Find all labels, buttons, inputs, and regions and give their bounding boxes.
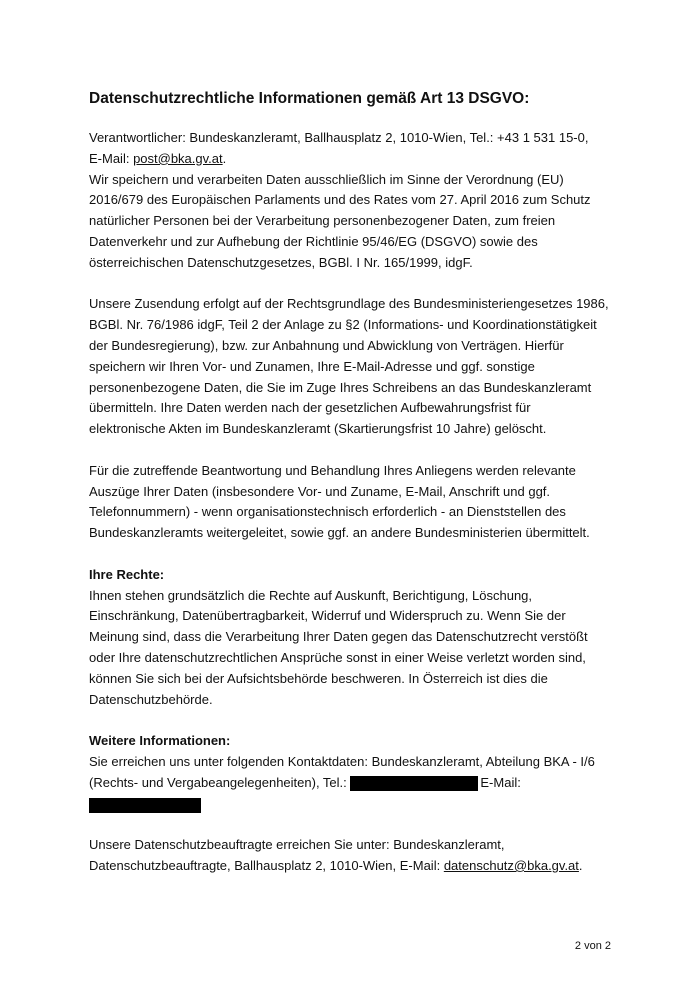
contact-body: Sie erreichen uns unter folgenden Kontaktdaten: Bundeskanzleramt, Abteilung BKA - I/6 (Rechts- und Vergabeangelegenheiten), Tel.:	[89, 753, 595, 790]
contact-email-label: E-Mail:	[480, 774, 521, 790]
intro-paragraph	[89, 128, 609, 274]
controller-line: Verantwortlicher: Bundeskanzleramt, Ballhausplatz 2, 1010-Wien, Tel.: +43 1 531 15-0,	[89, 130, 589, 145]
email-suffix: .	[222, 150, 227, 166]
gdpr-statement: Wir speichern und verarbeiten Daten ausschließlich im Sinne der Verordnung (EU) 2016/679 des Europäischen Parlaments und des Rates vom 27. April 2016 zum Schutz natürlicher Personen bei der Verarbeitung personenbezogener Daten, zum freien Datenverkehr und zur Aufhebung der Richtlinie 95/46/EG (DSGVO) sowie des österreichischen Datenschutzgesetzes, BGBl. I Nr. 165/1999, idgF.	[89, 171, 591, 270]
rights-heading: Ihre Rechte:	[89, 566, 165, 582]
page-number: 2 von 2	[574, 940, 611, 952]
dpo-suffix: .	[578, 857, 583, 873]
dpo-email-link[interactable]: datenschutz@bka.gv.at	[443, 857, 579, 873]
forwarding-paragraph: Für die zutreffende Beantwortung und Behandlung Ihres Anliegens werden relevante Auszüge Ihrer Daten (insbesondere Vor- und Zuname, E-Mail, Anschrift und ggf. Telefonnummern) - wenn organisationstechnisch erforderlich - an Dienststellen des Bundeskanzleramts weitergeleitet, sowie ggf. an andere Bundesministerien übermittelt.	[89, 462, 590, 541]
post-email-link[interactable]: post@bka.gv.at	[133, 150, 223, 166]
contact-heading: Weitere Informationen:	[89, 733, 231, 749]
dpo-paragraph	[89, 835, 609, 877]
document-page	[89, 90, 609, 877]
rights-section	[89, 565, 609, 711]
rights-body: Ihnen stehen grundsätzlich die Rechte auf Auskunft, Berichtigung, Löschung, Einschränkung, Datenübertragbarkeit, Widerruf und Widerspruch zu. Wenn Sie der Meinung sind, dass die Verarbeitung Ihrer Daten gegen das Datenschutzrecht verstößt oder Ihre datenschutzrechtlichen Ansprüche sonst in einer Weise verletzt worden sind, können Sie sich bei der Aufsichtsbehörde beschweren. In Österreich ist dies die Datenschutzbehörde.	[89, 587, 588, 707]
dpo-body: Unsere Datenschutzbeauftragte erreichen Sie unter: Bundeskanzleramt, Datenschutzbeauftragte, Ballhausplatz 2, 1010-Wien, E-Mail:	[89, 837, 505, 873]
legal-basis-paragraph: Unsere Zusendung erfolgt auf der Rechtsgrundlage des Bundesministeriengesetzes 1986, BGBl. Nr. 76/1986 idgF, Teil 2 der Anlage zu §2 (Informations- und Koordinationstätigkeit der Bundesregierung), bzw. zur Anbahnung und Abwicklung von Verträgen. Hierfür speichern wir Ihren Vor- und Zunamen, Ihre E-Mail-Adresse und ggf. sonstige personenbezogene Daten, die Sie im Zuge Ihres Schreibens an das Bundeskanzleramt übermitteln. Ihre Daten werden nach der gesetzlichen Aufbewahrungsfrist für elektronische Akten im Bundeskanzleramt (Skartierungsfrist 10 Jahre) gelöscht.	[89, 296, 609, 437]
page-title: Datenschutzrechtliche Informationen gemäß Art 13 DSGVO:	[89, 90, 530, 107]
email-label: E-Mail:	[89, 150, 134, 166]
redacted-email	[89, 798, 201, 813]
redacted-phone	[350, 776, 478, 791]
contact-section	[89, 731, 609, 814]
